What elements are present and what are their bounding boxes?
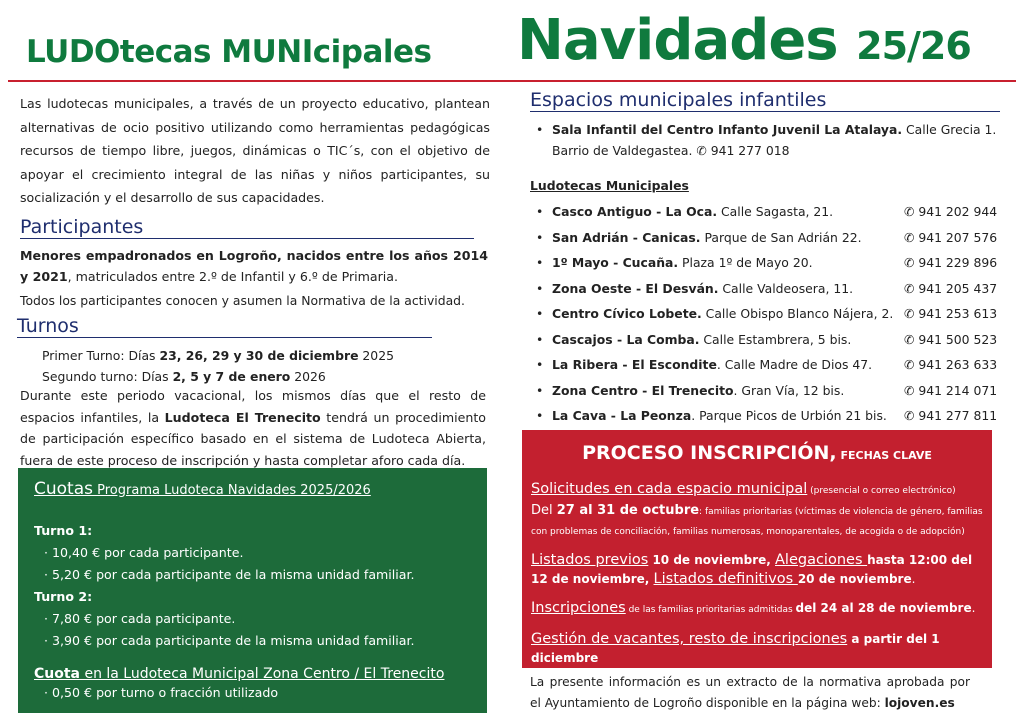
phone-icon: ✆ — [904, 357, 919, 372]
turnos-heading: Turnos — [17, 315, 432, 338]
phone-icon: ✆ — [904, 255, 919, 270]
ludoteca-item — [530, 250, 998, 276]
cuota-t2-item: · 7,80 € por cada participante. — [44, 611, 236, 626]
phone-icon: ✆ — [904, 229, 919, 245]
s1-u: Solicitudes en cada espacio municipal — [531, 481, 808, 497]
ludoteca-item — [530, 352, 998, 378]
sala-name: Sala Infantil del Centro Infanto Juvenil La Atalaya. — [552, 122, 903, 137]
t2-days: 2, 5 y 7 de enero — [172, 369, 291, 384]
title-navidades-text: Navidades — [517, 8, 838, 73]
ludoteca-address: Calle Obispo Blanco Nájera, 2. — [701, 306, 894, 321]
phone-icon: ✆ — [904, 408, 919, 423]
proceso-solicitudes — [531, 480, 983, 541]
participantes-rest: , matriculados entre 2.º de Infantil y 6.º de Primaria. — [67, 269, 399, 284]
proceso-inscripciones: Inscripciones de las familias prioritarias admitidas del 24 al 28 de noviembre. — [531, 600, 976, 616]
cuota-trenecito-item: · 0,50 € por turno o fracción utilizado — [44, 685, 279, 700]
s3-u: Inscripciones — [531, 600, 626, 616]
phone-icon: ✆ — [696, 143, 711, 158]
ludoteca-item — [530, 378, 998, 404]
proceso-box — [522, 430, 992, 668]
ludoteca-text — [552, 352, 904, 378]
s2-b1: 10 de noviembre, — [648, 553, 775, 567]
ludotecas-heading: Ludotecas Municipales — [530, 178, 689, 193]
phone-icon: ✆ — [904, 306, 919, 321]
espacios-heading: Espacios municipales infantiles — [530, 89, 1000, 112]
ludoteca-phone-wrap — [904, 301, 998, 327]
s2-u3: Listados definitivos — [653, 571, 798, 587]
p-a: Durante este periodo vacacional, los mismos días que el resto de espacios infantiles, la — [20, 388, 486, 425]
ludoteca-phone-wrap — [904, 352, 998, 378]
t1-label: Primer Turno: Días — [42, 348, 160, 363]
cuota-turno1: Turno 1 — [34, 523, 88, 538]
ludoteca-phone-wrap — [904, 327, 998, 353]
ludoteca-item — [530, 225, 998, 251]
ludoteca-text — [552, 403, 904, 429]
ludoteca-phone: 941 207 576 — [918, 229, 998, 245]
s1-del: Del — [531, 503, 557, 518]
s2-b3: 20 de noviembre — [797, 572, 912, 586]
bullet: • — [536, 382, 544, 398]
footer-note — [530, 672, 970, 714]
t1-days: 23, 26, 29 y 30 de diciembre — [159, 348, 359, 363]
ludoteca-phone-wrap — [904, 403, 998, 429]
participantes-bold: Menores empadronados en Logroño, nacidos entre los años 2014 y 2021 — [20, 248, 488, 284]
proceso-title: PROCESO INSCRIPCIÓN, — [582, 442, 837, 464]
ludoteca-phone: 941 229 896 — [918, 255, 998, 270]
ludoteca-name: Zona Centro - El Trenecito — [552, 382, 734, 398]
proceso-subtitle: FECHAS CLAVE — [836, 449, 932, 462]
ludoteca-name: Centro Cívico Lobete. — [552, 306, 702, 321]
phone-icon: ✆ — [904, 280, 919, 296]
ludoteca-item — [530, 403, 998, 429]
title-year: 25/26 — [856, 24, 971, 68]
ludoteca-item — [530, 199, 998, 225]
bullet: • — [536, 255, 544, 270]
s1-dates: 27 al 31 de octubre — [556, 503, 700, 518]
s4-u: Gestión de vacantes, resto de inscripciones — [531, 631, 848, 647]
t2-label: Segundo turno: Días — [42, 369, 173, 384]
phone-icon: ✆ — [904, 382, 919, 398]
ludoteca-address: . Gran Vía, 12 bis. — [733, 382, 845, 398]
proceso-vacantes — [531, 630, 983, 668]
s1-small: (presencial o correo electrónico) — [807, 486, 956, 496]
cuotas-title: Cuotas — [34, 479, 93, 499]
proceso-listados: Listados previos 10 de noviembre, Alegaciones hasta 12:00 del 12 de noviembre, Listados definitivos 20 de noviembre. — [531, 552, 973, 587]
ludoteca-address: . Parque Picos de Urbión 21 bis. — [691, 408, 887, 423]
bullet: • — [536, 408, 544, 423]
ludoteca-phone: 941 500 523 — [918, 331, 998, 347]
ludoteca-item — [530, 301, 998, 327]
cuota-trenecito-bold: Cuota — [34, 666, 80, 682]
ludoteca-item — [530, 276, 998, 302]
s1-rest: : familias prioritarias (víctimas de violencia de género, familias con problemas de conciliación, familias numerosas, monoparentales, de acogida o de adopción) — [531, 507, 983, 537]
ludoteca-phone: 941 202 944 — [918, 204, 998, 219]
ludoteca-name: Cascajos - La Comba. — [552, 331, 700, 347]
ludoteca-name: La Cava - La Peonza — [552, 408, 692, 423]
ludoteca-phone-wrap — [904, 225, 998, 251]
s3-small: de las familias prioritarias admitidas — [625, 605, 796, 615]
turno-2 — [42, 366, 326, 387]
phone-icon: ✆ — [904, 331, 919, 347]
ludoteca-text — [552, 276, 904, 302]
sala-atalaya: • Sala Infantil del Centro Infanto Juvenil La Atalaya. Calle Grecia 1. Barrio de Valdegastea. ✆ 941 277 018 — [536, 122, 997, 158]
cuota-t1-item: · 5,20 € por cada participante de la misma unidad familiar. — [44, 567, 415, 582]
footer-web-link[interactable]: lojoven.es — [884, 696, 955, 710]
participantes-text — [20, 245, 488, 287]
ludoteca-address: Calle Sagasta, 21. — [717, 204, 834, 219]
ludoteca-address: Calle Estambrera, 5 bis. — [699, 331, 852, 347]
ludoteca-phone-wrap — [904, 250, 998, 276]
p-c: tendrá un procedimiento de participación específico basado en el sistema de Ludoteca Abierta, fuera de este proceso de inscripción y hasta completar aforo cada día. — [20, 409, 486, 468]
ludoteca-phone: 941 205 437 — [918, 280, 998, 296]
ludoteca-name: La Ribera - El Escondite — [552, 357, 717, 372]
cuotas-heading — [34, 478, 471, 502]
cuotas-box: Cuotas Programa Ludoteca Navidades 2025/2026 Turno 1: · 10,40 € por cada participante. · 5,20 € por cada participante de la misma unidad familiar. Turno 2: · 7,80 € por cada participante. · 3,90 € por cada participante de la misma unidad familiar. Cuota en la Ludoteca Municipal Zona Centro / El Trenecito · 0,50 € por turno o fracción utilizado — [18, 468, 487, 713]
ludoteca-phone: 941 214 071 — [918, 382, 998, 398]
ludoteca-address: . Calle Madre de Dios 47. — [716, 357, 873, 372]
p-b: Ludoteca El Trenecito — [164, 409, 321, 425]
bullet: • — [536, 357, 544, 372]
t2-year: 2026 — [290, 369, 326, 384]
ludoteca-address: Plaza 1º de Mayo 20. — [678, 255, 813, 270]
ludoteca-phone: 941 263 633 — [918, 357, 998, 372]
cuota-t1-item: · 10,40 € por cada participante. — [44, 545, 244, 560]
title-navidades — [517, 8, 971, 73]
s3-b: del 24 al 28 de noviembre — [795, 601, 972, 615]
sala-addr: Calle Grecia 1. — [902, 122, 997, 137]
ludoteca-name: 1º Mayo - Cucaña. — [552, 255, 679, 270]
phone-icon: ✆ — [904, 204, 919, 219]
cuotas-subtitle: Programa Ludoteca Navidades 2025/2026 — [93, 483, 371, 498]
ludoteca-name: Casco Antiguo - La Oca. — [552, 204, 718, 219]
trenecito-paragraph — [20, 385, 486, 471]
ludoteca-phone: 941 277 811 — [918, 408, 998, 423]
ludoteca-phone-wrap — [904, 276, 998, 302]
bullet: • — [536, 229, 544, 245]
proceso-heading — [531, 442, 983, 464]
cuota-trenecito-title: en la Ludoteca Municipal Zona Centro / El Trenecito — [80, 666, 445, 682]
t1-year: 2025 — [358, 348, 394, 363]
ludoteca-phone-wrap — [904, 199, 998, 225]
participantes-heading: Participantes — [20, 216, 474, 239]
ludotecas-list — [530, 199, 998, 429]
ludoteca-name: San Adrián - Canicas. — [552, 229, 701, 245]
ludoteca-text — [552, 225, 904, 251]
ludoteca-phone-wrap — [904, 378, 998, 404]
cuota-t2-item: · 3,90 € por cada participante de la misma unidad familiar. — [44, 633, 415, 648]
ludoteca-text — [552, 327, 904, 353]
ludoteca-item — [530, 327, 998, 353]
header-divider — [8, 80, 1016, 82]
s2-u1: Listados previos — [531, 552, 649, 568]
intro-paragraph: Las ludotecas municipales, a través de un proyecto educativo, plantean alternativas de ocio positivo utilizando como herramientas pedagógicas recursos de tiempo libre, juegos, dinámicas o TIC´s, con el objetivo de apoyar el crecimiento integral de las niñas y niños participantes, su socialización y el desarrollo de sus capacidades. — [20, 96, 490, 205]
s2-u2: Alegaciones — [775, 552, 868, 568]
title-ludotecas: LUDOtecas MUNIcipales — [26, 34, 432, 70]
ludoteca-text — [552, 301, 904, 327]
ludoteca-text — [552, 199, 904, 225]
participantes-normativa: Todos los participantes conocen y asumen la Normativa de la actividad. — [20, 293, 465, 308]
sala-barrio: Barrio de Valdegastea. — [552, 143, 697, 158]
ludoteca-text — [552, 378, 904, 404]
bullet: • — [536, 306, 544, 321]
bullet: • — [536, 331, 544, 347]
s4-b: a partir del 1 diciembre — [531, 632, 940, 665]
ludoteca-address: Calle Valdeosera, 11. — [718, 280, 854, 296]
cuota-turno2: Turno 2 — [34, 589, 88, 604]
turno-1 — [42, 345, 394, 366]
ludoteca-name: Zona Oeste - El Desván. — [552, 280, 719, 296]
bullet: • — [536, 204, 544, 219]
ludoteca-text — [552, 250, 904, 276]
ludoteca-address: Parque de San Adrián 22. — [700, 229, 862, 245]
sala-phone: 941 277 018 — [710, 143, 790, 158]
ludoteca-phone: 941 253 613 — [918, 306, 998, 321]
footer-text: La presente información es un extracto de la normativa aprobada por el Ayuntamiento de Logroño disponible en la página web: — [530, 675, 970, 710]
bullet: • — [536, 280, 544, 296]
s2-b2: hasta 12:00 del 12 de noviembre, — [531, 553, 973, 586]
